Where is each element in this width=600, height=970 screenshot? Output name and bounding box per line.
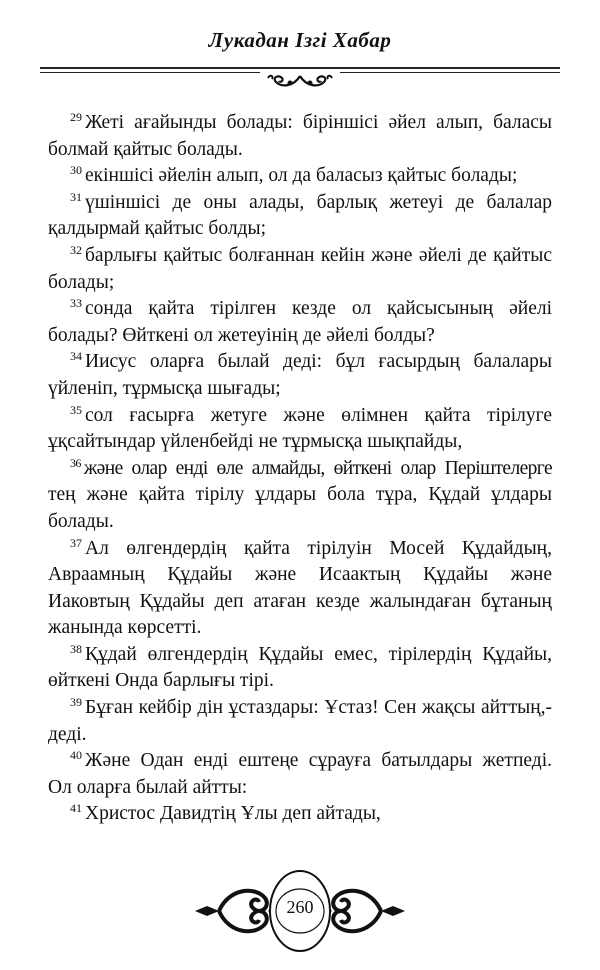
verse-line [48, 137, 552, 164]
verse [48, 456, 552, 536]
verse-number: 36 [70, 455, 81, 470]
verse-text: Авраамның Құдайы және Исаактың Құдайы және [48, 564, 552, 586]
verse [48, 695, 552, 748]
verse-line [48, 642, 552, 669]
verse-number: 41 [70, 801, 82, 816]
verse-line [48, 296, 552, 323]
verse-line [48, 748, 552, 775]
verse-line [48, 722, 552, 749]
verse [48, 536, 552, 642]
verse-text: үйленіп, тұрмысқа шығады; [48, 377, 281, 399]
verse-line [48, 456, 552, 483]
verse-line [48, 403, 552, 430]
verse [48, 296, 552, 349]
verse-text: қалдырмай қайтыс болды; [48, 218, 266, 240]
verse-body [48, 110, 552, 828]
verse-line [48, 376, 552, 403]
header-ornament-icon [260, 70, 340, 92]
verse-line [48, 163, 552, 190]
verse-number: 39 [70, 695, 82, 710]
verse-line [48, 668, 552, 695]
verse-number: 34 [70, 349, 82, 364]
verse-number: 37 [70, 535, 82, 550]
verse-text: болады. [48, 510, 114, 532]
verse-line [48, 429, 552, 456]
verse-text: Иаковтың Құдайы деп атаған кезде жалындаған бұтаның [48, 590, 552, 612]
verse-text: және олар енді өле алмайды, өйткені олар Періштелерге [83, 457, 552, 479]
verse-text: Ол оларға былай айтты: [48, 776, 248, 798]
verse-number: 38 [70, 641, 82, 656]
verse [48, 642, 552, 695]
verse-text: Бұған кейбір дін ұстаздары: Ұстаз! Сен жақсы айттың,- [85, 697, 552, 719]
verse-text: барлығы қайтыс болғаннан кейін және әйелі де қайтыс [85, 244, 552, 266]
verse-text: сол ғасырға жетуге және өлімнен қайта тірілуге [85, 404, 552, 426]
verse-line [48, 216, 552, 243]
verse-line [48, 801, 552, 828]
verse-line [48, 509, 552, 536]
verse-number: 35 [70, 402, 82, 417]
verse-number: 31 [70, 189, 82, 204]
verse-line [48, 775, 552, 802]
verse-line [48, 615, 552, 642]
verse-number: 33 [70, 296, 82, 311]
verse-text: болмай қайтыс болады. [48, 138, 243, 160]
verse-line [48, 536, 552, 563]
verse-text: Христос Давидтің Ұлы деп айтады, [85, 803, 381, 825]
verse [48, 801, 552, 828]
verse [48, 349, 552, 402]
page-number: 260 [286, 897, 314, 917]
running-header-title: Лукадан Ізгі Хабар [208, 28, 392, 52]
verse-text: тең және қайта тірілу ұлдары бола тұра, Құдай ұлдары [48, 484, 552, 506]
verse-text: Құдай өлгендердің Құдайы емес, тірілердің Құдайы, [85, 643, 552, 665]
verse-text: Және Одан енді ештеңе сұрауға батылдары жетпеді. [85, 750, 552, 772]
verse-line [48, 323, 552, 350]
verse-text: Ал өлгендердің қайта тірілуін Мосей Құдайдың, [85, 537, 552, 559]
verse-text: деді. [48, 723, 87, 745]
verse-line [48, 349, 552, 376]
verse-line [48, 190, 552, 217]
header-rule [40, 67, 560, 69]
verse-text: Иисус оларға былай деді: бұл ғасырдың балалары [85, 351, 552, 373]
verse-line [48, 589, 552, 616]
verse-text: екіншісі әйелін алып, ол да баласыз қайтыс болады; [85, 165, 518, 187]
verse-number: 30 [70, 163, 82, 178]
verse-line [48, 110, 552, 137]
verse-line [48, 482, 552, 509]
verse-line [48, 695, 552, 722]
verse-text: үшіншісі де оны алады, барлық жетеуі де балалар [85, 191, 552, 213]
verse [48, 748, 552, 801]
verse-text: болады; [48, 271, 115, 293]
verse-text: болады? Өйткені ол жетеуінің де әйелі болды? [48, 324, 435, 346]
verse [48, 403, 552, 456]
verse-text: жанында көрсетті. [48, 617, 202, 639]
verse [48, 243, 552, 296]
verse-number: 40 [70, 748, 82, 763]
verse-line [48, 270, 552, 297]
verse [48, 110, 552, 163]
verse-number: 32 [70, 242, 82, 257]
verse-text: сонда қайта тірілген кезде ол қайсысының әйелі [85, 298, 552, 320]
verse-line [48, 562, 552, 589]
verse-text: ұқсайтындар үйленбейді не тұрмысқа шықпайды, [48, 431, 463, 453]
verse-line [48, 243, 552, 270]
verse-text: Жеті ағайынды болады: біріншісі әйел алып, баласы [85, 112, 552, 133]
verse [48, 163, 552, 190]
verse [48, 190, 552, 243]
verse-number: 29 [70, 110, 82, 124]
verse-text: өйткені Онда барлығы тірі. [48, 670, 274, 692]
